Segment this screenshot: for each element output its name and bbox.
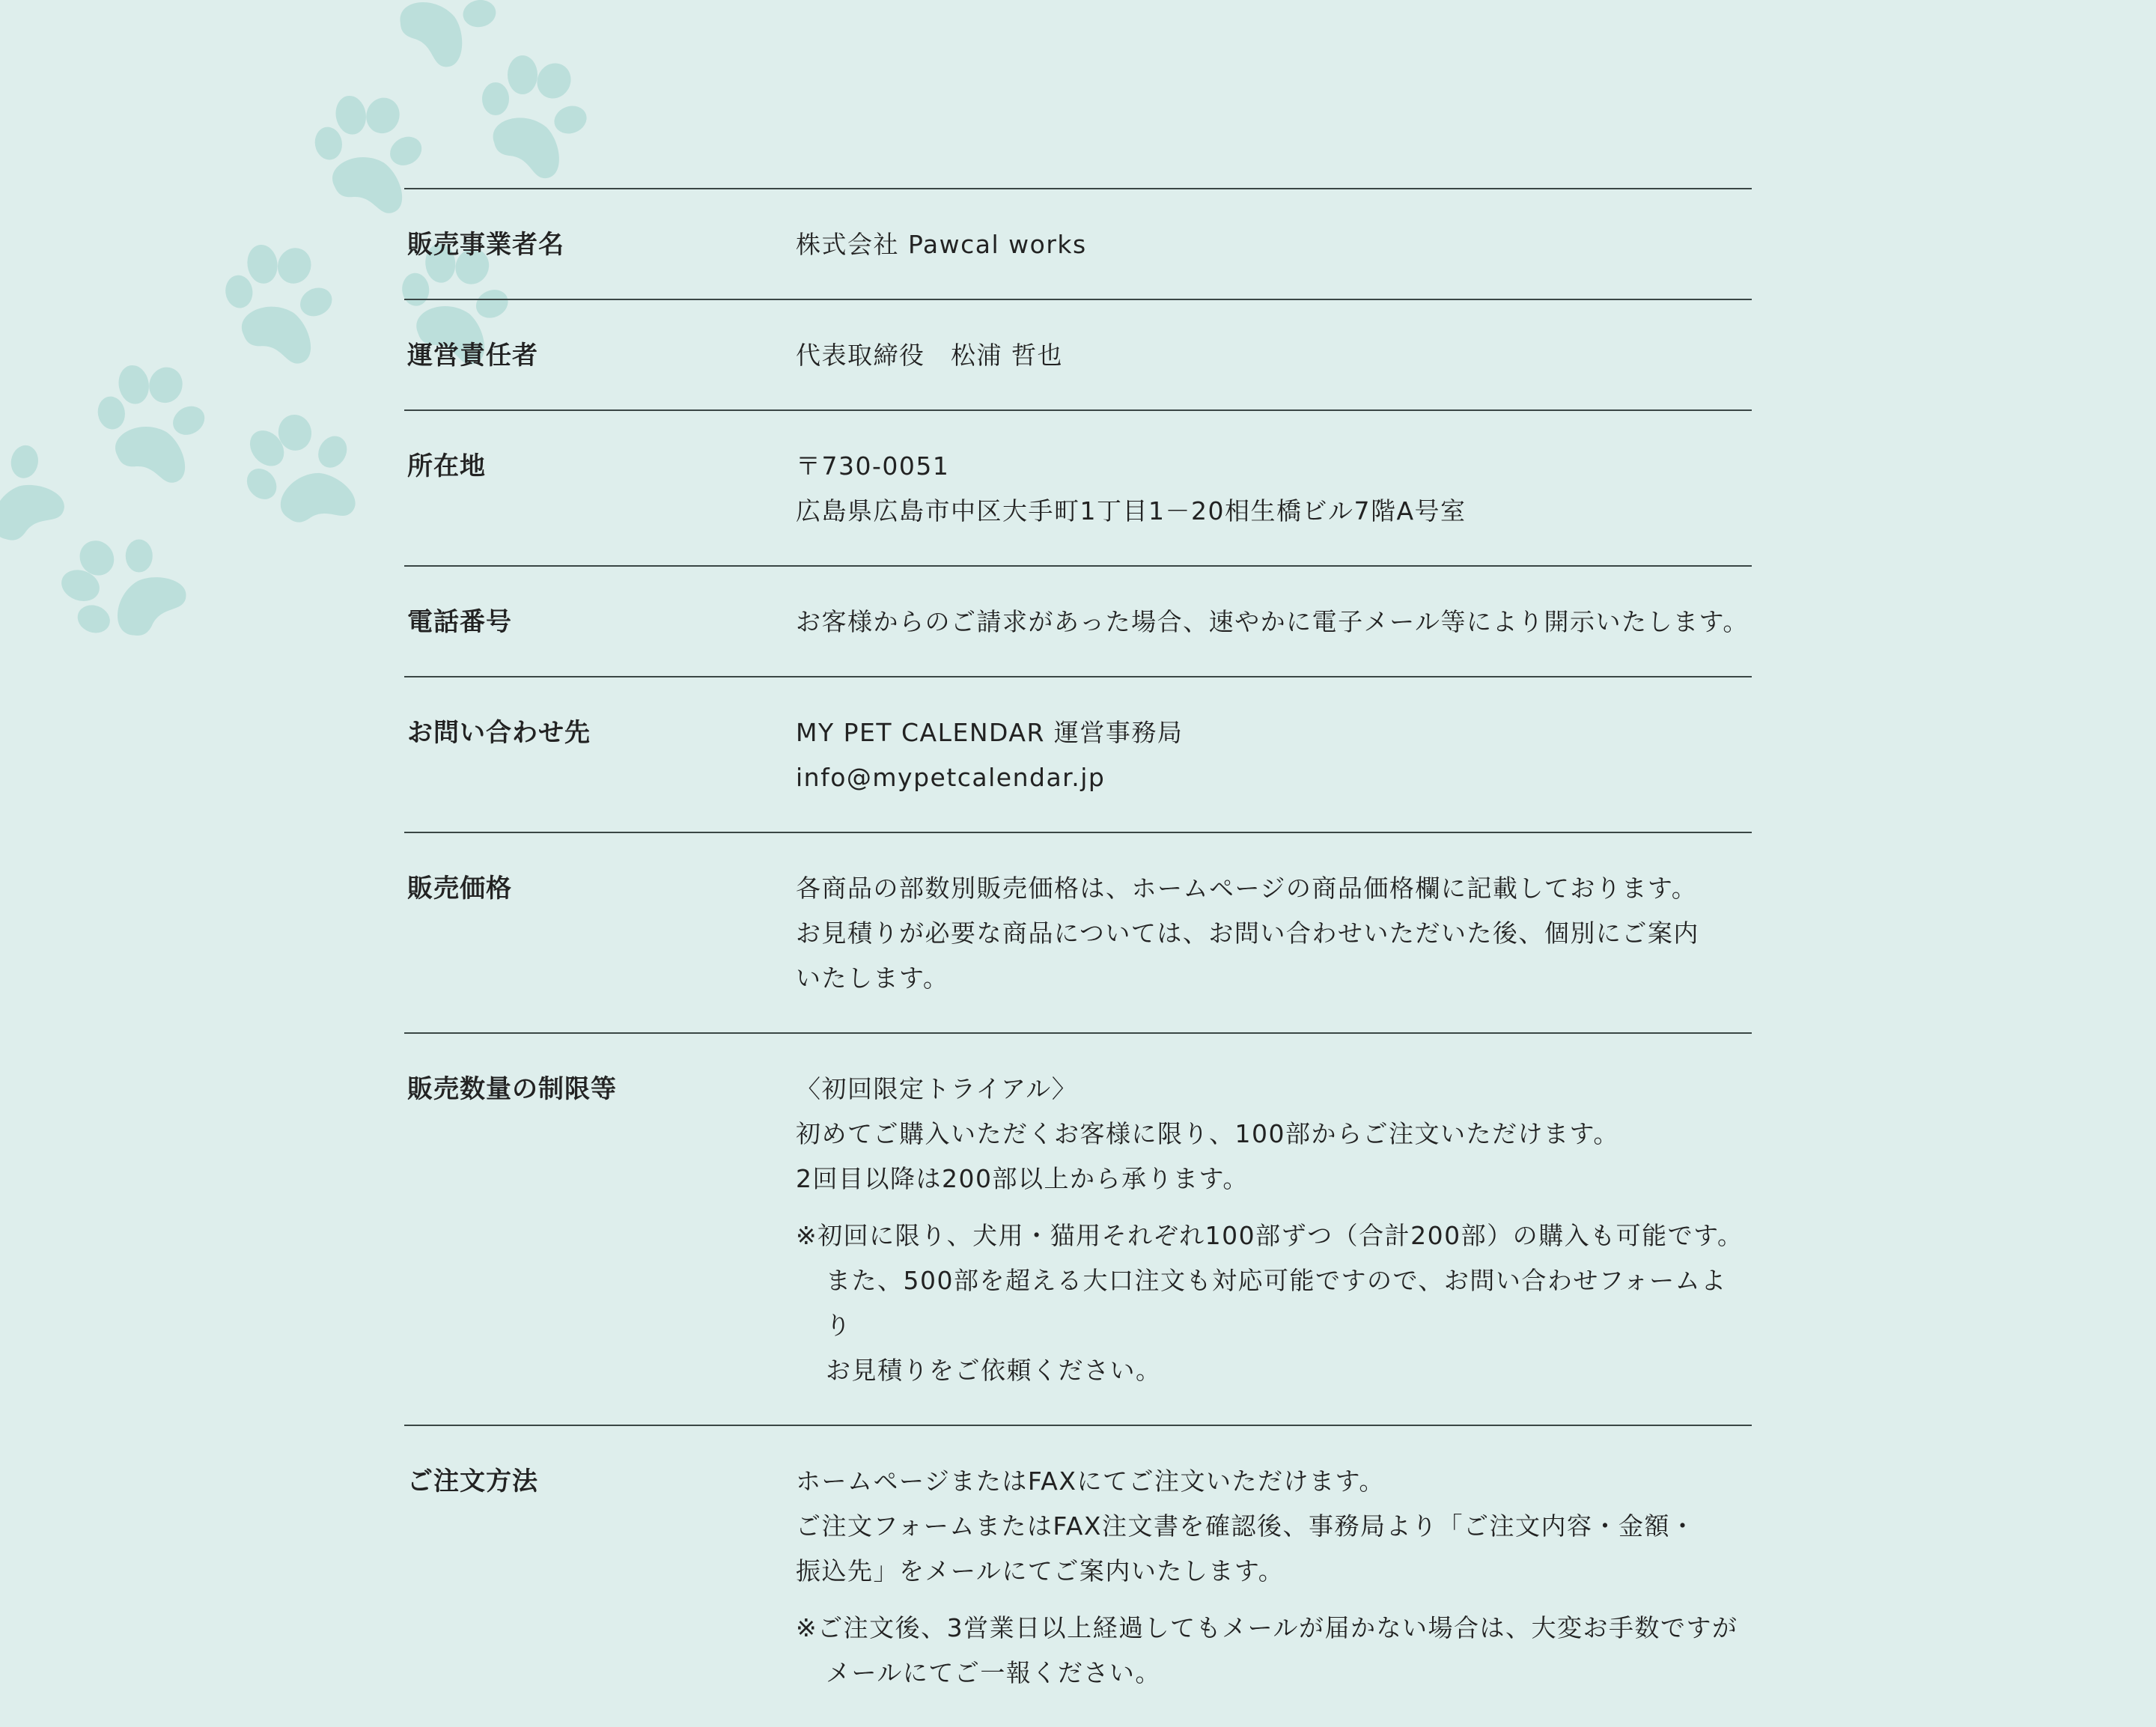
legal-notice-table [404,188,1752,1727]
table-row [404,409,1752,565]
value-line: 株式会社 Pawcal works [796,230,1087,259]
row-value [796,222,1752,267]
note-line: メールにてご一報ください。 [826,1658,1161,1687]
row-label: 販売数量の制限等 [407,1074,617,1104]
table-row [404,299,1752,409]
note-line: ※初回に限り、犬用・猫用それぞれ100部ずつ（合計200部）の購入も可能です。 [796,1221,1744,1250]
note-line: また、500部を超える大口注文も対応可能ですので、お問い合わせフォームより [826,1266,1727,1340]
value-line: 〒730-0051 [796,451,950,481]
note [796,1606,1752,1696]
note-line: ※ご注文後、3営業日以上経過してもメールが届かない場合は、大変お手数ですが [796,1613,1738,1642]
value-line: 各商品の部数別販売価格は、ホームページの商品価格欄に記載しております。 [796,874,1698,903]
paw-print-decoration [44,513,202,662]
value-line: お見積りが必要な商品については、お問い合わせいただいた後、個別にご案内 [796,919,1699,948]
row-value [796,333,1752,378]
row-label: 販売事業者名 [407,230,564,260]
value-line: 初めてご購入いただくお客様に限り、100部からご注文いただけます。 [796,1119,1619,1148]
email-link[interactable]: info@mypetcalendar.jp [796,763,1106,792]
row-label: ご注文方法 [407,1466,538,1496]
paw-print-decoration [87,350,219,495]
note-line: お見積りをご依頼ください。 [826,1356,1162,1385]
row-value [796,710,1752,800]
table-row [404,565,1752,676]
paw-print-decoration [216,232,345,374]
value-line: 〈初回限定トライアル〉 [796,1074,1078,1103]
value-line: 代表取締役 松浦 哲也 [796,341,1063,370]
value-line: MY PET CALENDAR 運営事務局 [796,718,1184,747]
table-row [404,1032,1752,1425]
paw-print-decoration [479,52,591,180]
table-row [404,676,1752,832]
row-label: 販売価格 [407,874,512,904]
row-value [796,866,1752,1001]
note [796,1213,1752,1393]
paw-print-decoration [219,387,387,557]
row-value [796,600,1752,645]
value-line: 2回目以降は200部以上から承ります。 [796,1164,1249,1193]
row-value [796,1459,1752,1696]
row-value [796,1067,1752,1393]
row-value [796,444,1752,534]
value-line: ご注文フォームまたはFAX注文書を確認後、事務局より「ご注文内容・金額・ [796,1511,1696,1541]
table-row [404,1425,1752,1727]
value-line: 振込先」をメールにてご案内いたします。 [796,1556,1285,1586]
row-label: 電話番号 [407,607,512,637]
value-line: 広島県広島市中区大手町1丁目1－20相生橋ビル7階A号室 [796,496,1467,526]
row-label: お問い合わせ先 [407,718,591,748]
value-line: ホームページまたはFAXにてご注文いただけます。 [796,1466,1385,1496]
value-line: いたします。 [796,963,949,993]
table-row [404,188,1752,299]
table-row [404,832,1752,1032]
row-label: 所在地 [407,451,486,481]
row-label: 運営責任者 [407,341,538,371]
value-line: お客様からのご請求があった場合、速やかに電子メール等により開示いたします。 [796,607,1749,636]
